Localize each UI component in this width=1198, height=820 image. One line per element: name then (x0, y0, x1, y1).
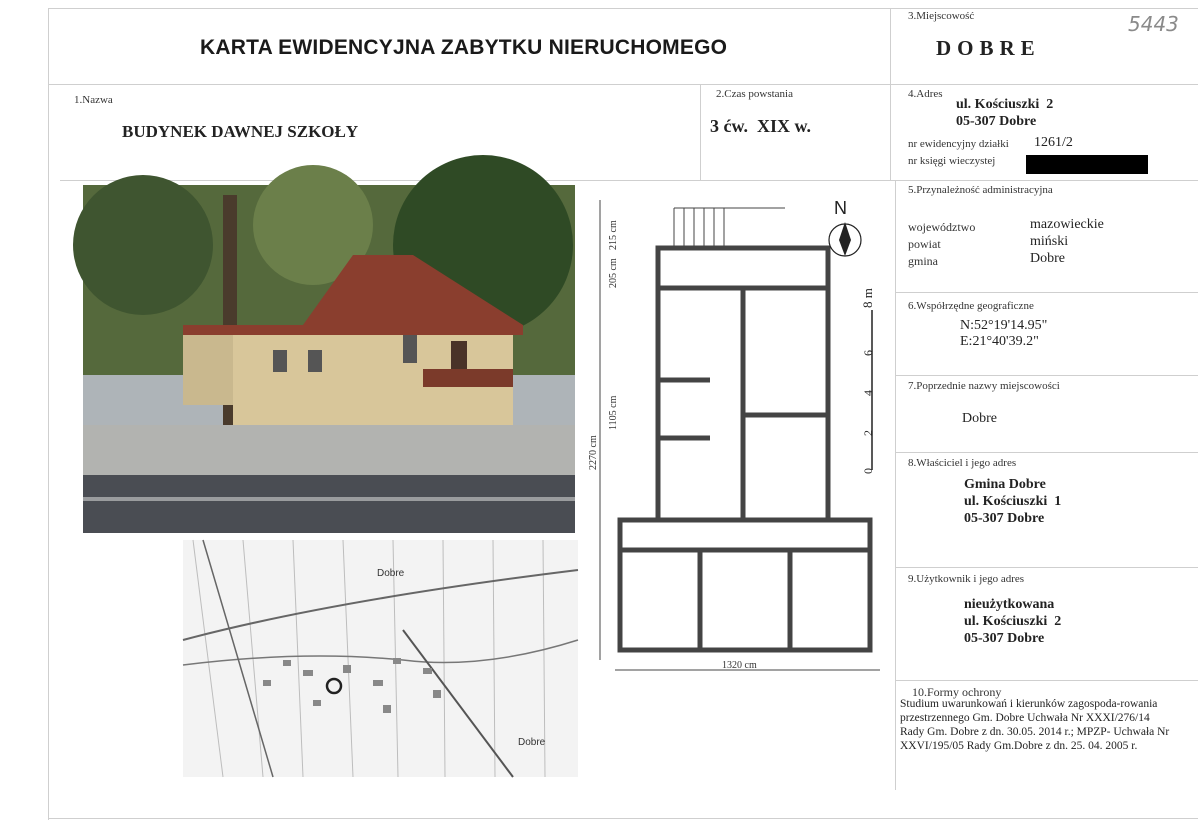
plan-scale-tick-6: 6 (861, 350, 875, 356)
col-divider (890, 8, 891, 180)
location-map (183, 540, 578, 777)
admin-key-county: powiat (908, 237, 941, 251)
handwritten-number: 5443 (1128, 12, 1179, 36)
address-postal: 05-307 Dobre (956, 114, 1037, 129)
plan-dim-mid: 1105 cm (608, 395, 619, 430)
address-street: ul. Kościuszki 2 (956, 97, 1054, 112)
building-photo-drawing (83, 185, 575, 533)
right-row-7 (895, 452, 1198, 453)
floor-plan (590, 190, 890, 680)
admin-label: 5.Przynależność administracyjna (908, 184, 1053, 196)
address-label: 4.Adres (908, 88, 943, 100)
right-row-8 (895, 567, 1198, 568)
admin-key-commune: gmina (908, 254, 938, 268)
frame-left (48, 8, 49, 820)
plan-dim-total: 2270 cm (588, 435, 599, 470)
protection-label: 10.Formy ochrony (912, 685, 1002, 699)
user-line-2: ul. Kościuszki 2 (964, 614, 1062, 629)
owner-line-2: ul. Kościuszki 1 (964, 494, 1062, 509)
map-town-label: Dobre (377, 568, 405, 579)
user-label: 9.Użytkownik i jego adres (908, 573, 1025, 585)
frame-bottom (48, 818, 1198, 819)
plan-scale-unit: 8 m (860, 288, 875, 308)
name-value: BUDYNEK DAWNEJ SZKOŁY (122, 122, 359, 141)
right-row-6 (895, 375, 1198, 376)
plan-north-label: N (834, 198, 847, 218)
map-town-label-2: Dobre (518, 737, 546, 748)
location-value: DOBRE (936, 36, 1041, 60)
owner-line-1: Gmina Dobre (964, 477, 1046, 492)
coords-e: E:21°40'39.2" (960, 334, 1039, 349)
name-period-divider (700, 84, 701, 180)
prev-names-value: Dobre (962, 411, 997, 426)
location-label: 3.Miejscowość (908, 10, 975, 22)
floor-plan-drawing (590, 190, 890, 680)
location-map-drawing (183, 540, 578, 777)
land-book-label: nr księgi wieczystej (908, 155, 996, 167)
protection-line-1: Studium uwarunkowań i kierunków zagospoda-rowania (900, 698, 1158, 710)
card-title: KARTA EWIDENCYJNA ZABYTKU NIERUCHOMEGO (200, 36, 728, 59)
admin-key-voivodeship: województwo (908, 220, 976, 234)
parcel-value: 1261/2 (1034, 135, 1073, 150)
admin-value-commune: Dobre (1030, 251, 1065, 266)
admin-value-voivodeship: mazowieckie (1030, 217, 1104, 232)
period-value: 3 ćw. XIX w. (710, 116, 812, 136)
col-divider-right (895, 180, 896, 790)
frame-top (48, 8, 1198, 9)
owner-line-3: 05-307 Dobre (964, 511, 1045, 526)
plan-scale-tick-2: 2 (861, 430, 875, 436)
user-line-3: 05-307 Dobre (964, 631, 1045, 646)
prev-names-label: 7.Poprzednie nazwy miejscowości (908, 380, 1060, 392)
land-book-redacted (1026, 155, 1148, 174)
right-row-9 (895, 680, 1198, 681)
user-line-1: nieużytkowana (964, 597, 1055, 612)
protection-line-4: XXVI/195/05 Rady Gm.Dobre z dn. 25. 04. 2005 r. (900, 740, 1138, 752)
plan-dim-top1: 215 cm (608, 220, 619, 250)
parcel-label: nr ewidencyjny działki (908, 138, 1009, 150)
plan-dim-top2: 205 cm (608, 258, 619, 288)
row-divider-2 (60, 180, 1198, 181)
plan-scale-tick-0: 0 (861, 468, 875, 474)
row-divider-1 (48, 84, 1198, 85)
period-label: 2.Czas powstania (716, 88, 793, 100)
coords-n: N:52°19'14.95" (960, 318, 1048, 333)
admin-value-county: miński (1030, 234, 1069, 249)
plan-scale-tick-4: 4 (861, 390, 875, 396)
owner-label: 8.Właściciel i jego adres (908, 457, 1017, 469)
plan-dim-width: 1320 cm (722, 660, 757, 671)
right-row-5 (895, 292, 1198, 293)
name-label: 1.Nazwa (74, 94, 113, 106)
protection-line-2: przestrzennego Gm. Dobre Uchwała Nr XXXI/276/14 (900, 712, 1150, 724)
building-photo (83, 185, 575, 533)
coords-label: 6.Współrzędne geograficzne (908, 300, 1034, 312)
protection-line-3: Rady Gm. Dobre z dn. 30.05. 2014 r.; MPZP- Uchwała Nr (900, 726, 1170, 738)
